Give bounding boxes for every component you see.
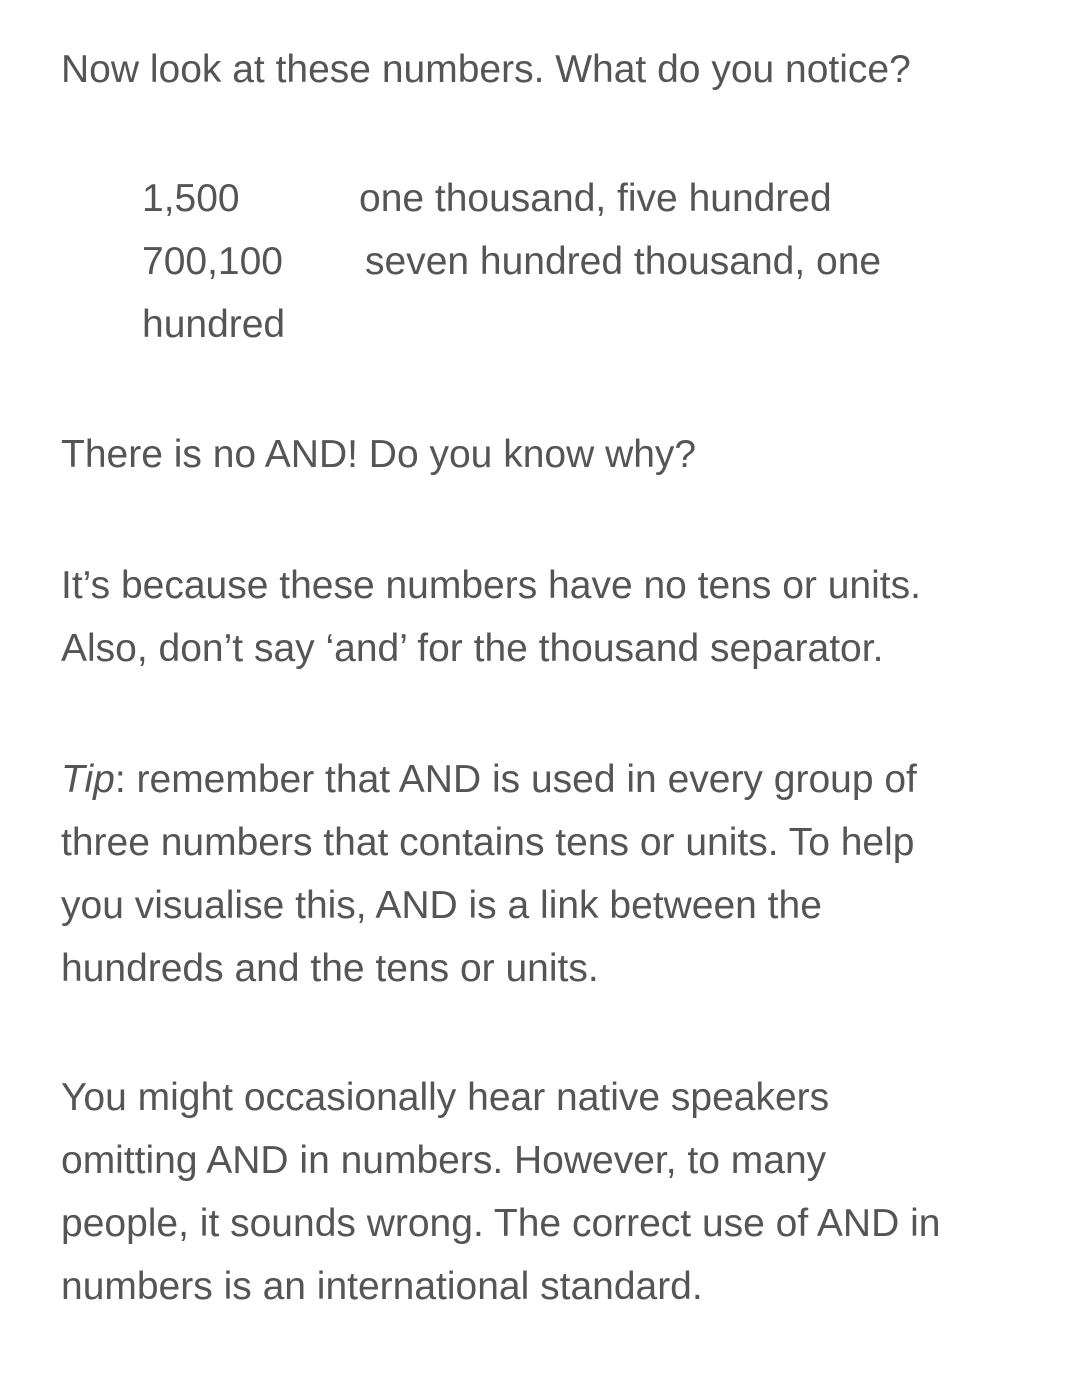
paragraph-line: You might occasionally hear native speakers (61, 1076, 830, 1119)
intro-question: Now look at these numbers. What do you notice? (61, 48, 911, 91)
paragraph-line: omitting AND in numbers. However, to many (61, 1139, 827, 1182)
example-words: one thousand, five hundred (359, 177, 832, 220)
tip-text: : remember that AND is used in every group of (114, 758, 917, 801)
paragraph-line: you visualise this, AND is a link between the (61, 884, 822, 927)
example-words-wrap: hundred (142, 303, 286, 346)
paragraph-line: Also, don’t say ‘and’ for the thousand separator. (61, 627, 884, 670)
example-number: 700,100 (142, 240, 283, 283)
example-words: seven hundred thousand, one (365, 240, 882, 283)
paragraph-line: It’s because these numbers have no tens or units. (61, 564, 921, 607)
paragraph-line: numbers is an international standard. (61, 1265, 703, 1308)
paragraph-line: people, it sounds wrong. The correct use of AND in (61, 1202, 941, 1245)
paragraph-line: hundreds and the tens or units. (61, 947, 599, 990)
tip-label: Tip (61, 758, 115, 801)
no-and-question: There is no AND! Do you know why? (61, 433, 697, 476)
example-number: 1,500 (142, 177, 240, 220)
paragraph-line: three numbers that contains tens or units. To help (61, 821, 915, 864)
paragraph-line (61, 756, 917, 804)
